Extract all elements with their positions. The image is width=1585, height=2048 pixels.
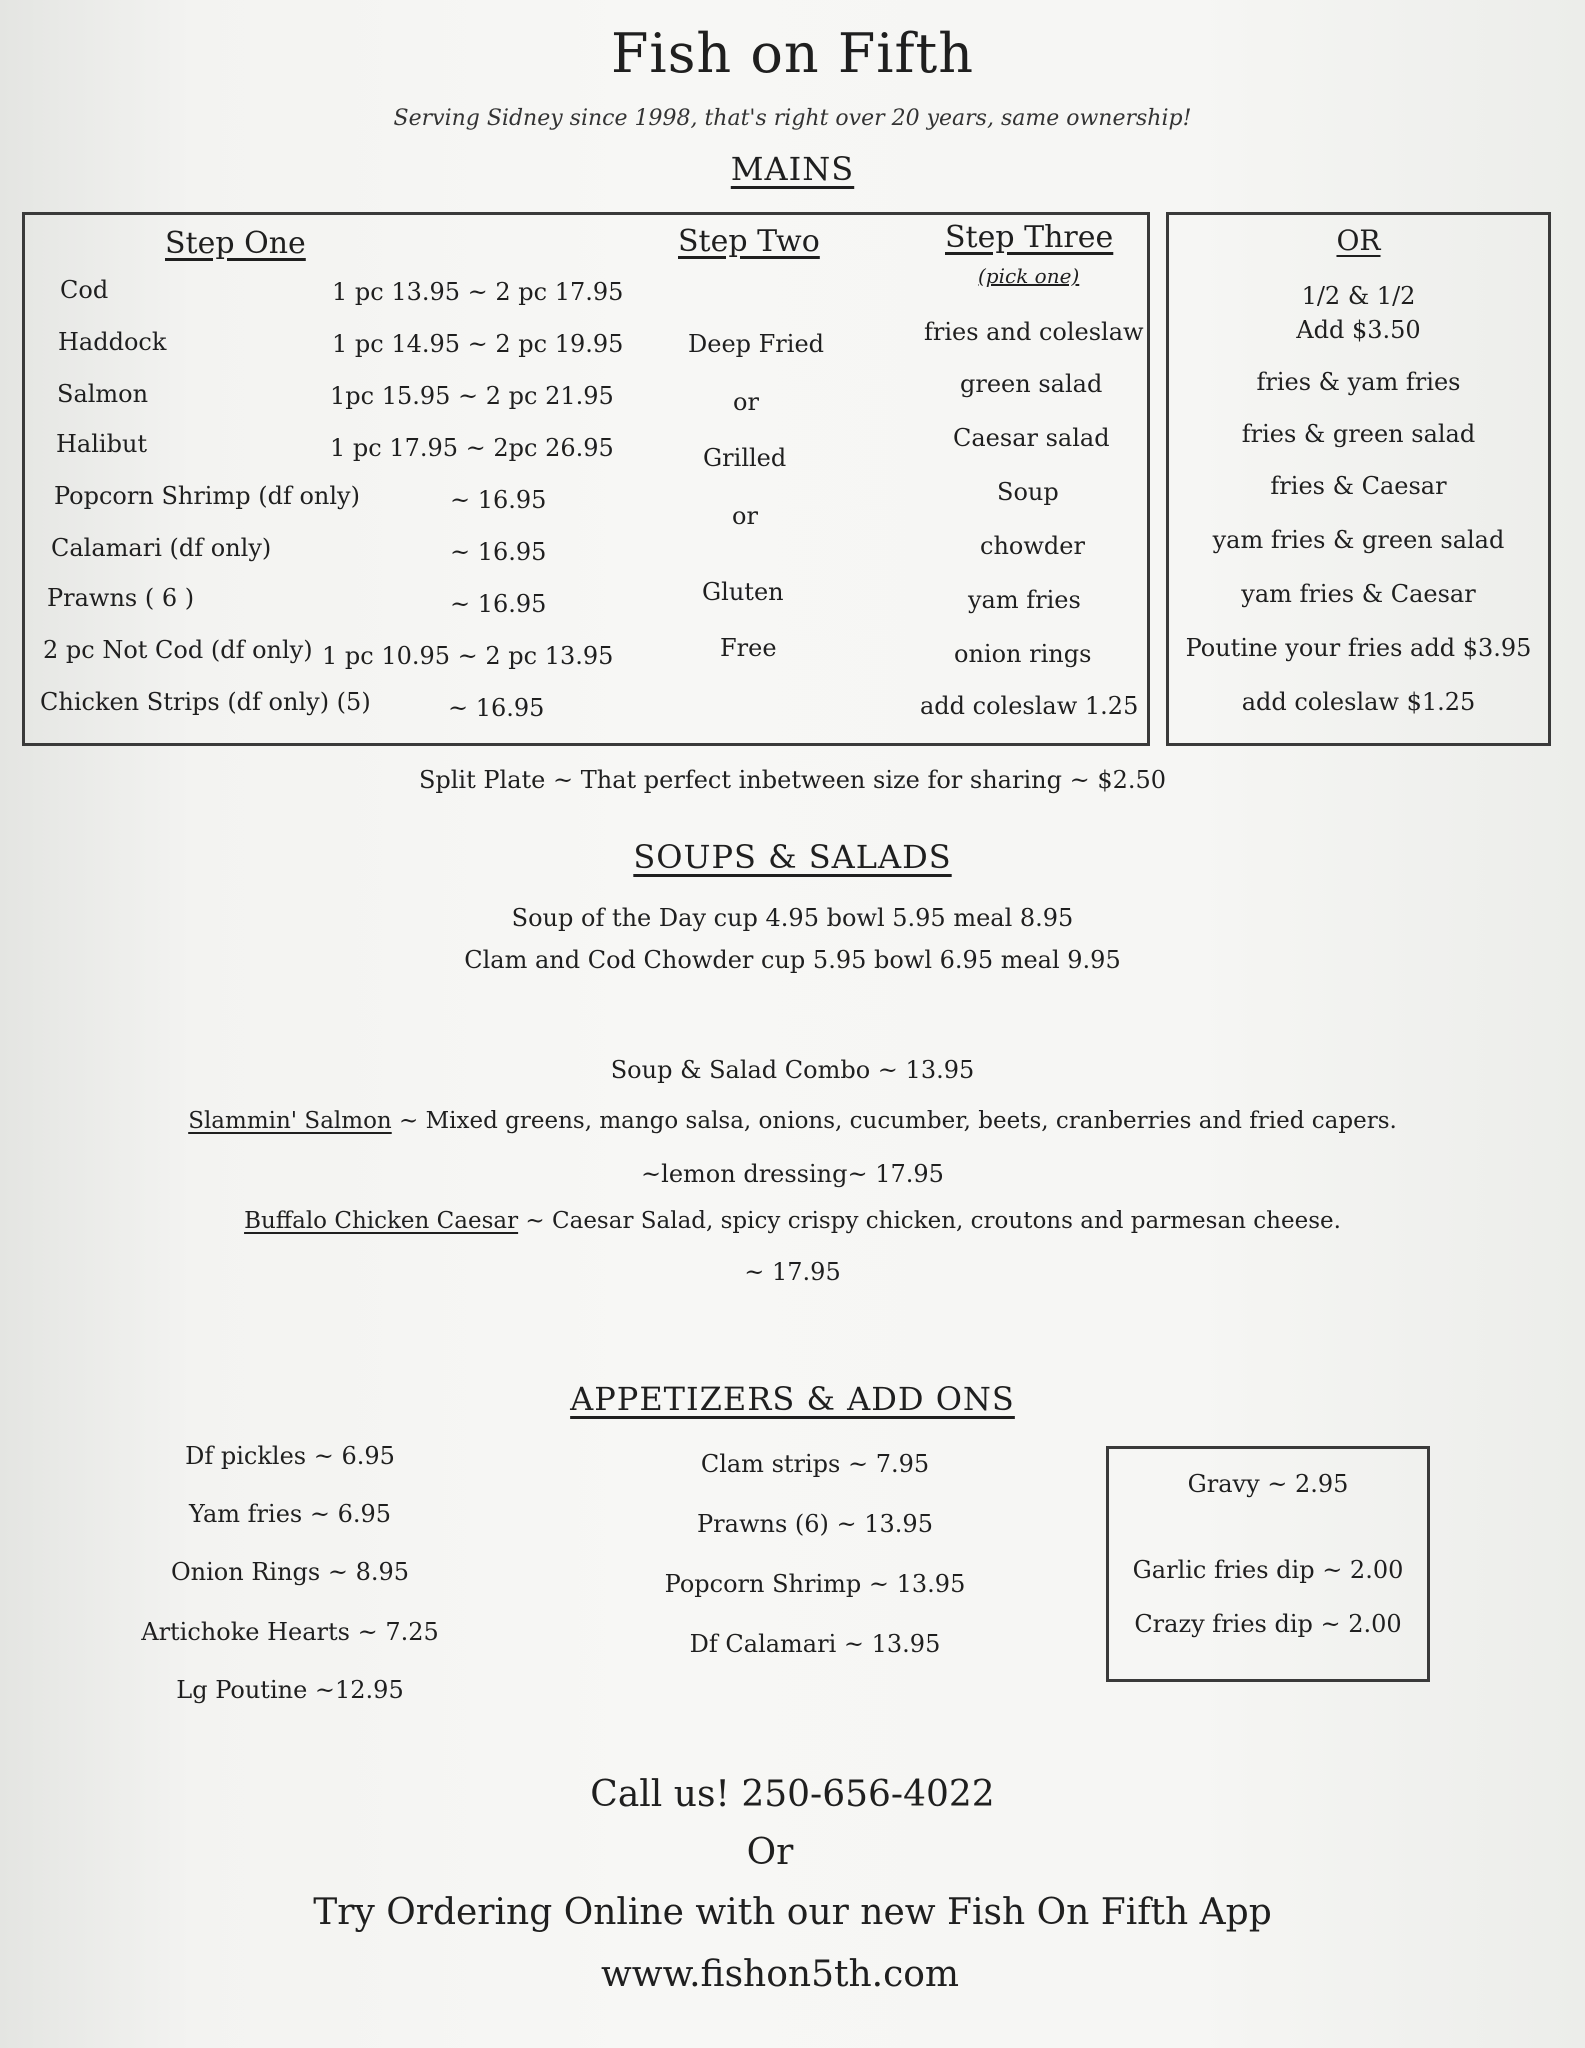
slammin-salmon-desc: ~ Mixed greens, mango salsa, onions, cucumber, beets, cranberries and fried capers. <box>399 1108 1397 1134</box>
step-one-header: Step One <box>165 226 306 261</box>
step-two-option: or <box>733 388 759 416</box>
appetizers-heading: APPETIZERS & ADD ONS <box>570 1380 1015 1418</box>
buffalo-caesar-price: ~ 17.95 <box>744 1258 841 1286</box>
soup-line: Clam and Cod Chowder cup 5.95 bowl 6.95 meal 9.95 <box>464 946 1121 974</box>
step-two-header: Step Two <box>678 224 820 259</box>
main-item-price: 1 pc 17.95 ~ 2pc 26.95 <box>330 434 614 462</box>
appetizer-item: Artichoke Hearts ~ 7.25 <box>141 1618 439 1646</box>
appetizer-item: Prawns (6) ~ 13.95 <box>697 1510 933 1538</box>
or-option: Add $3.50 <box>1296 316 1421 344</box>
step-three-option: green salad <box>960 370 1103 398</box>
or-option: yam fries & Caesar <box>1241 580 1476 608</box>
call-us: Call us! 250-656-4022 <box>590 1774 995 1815</box>
soup-salad-combo: Soup & Salad Combo ~ 13.95 <box>610 1056 975 1084</box>
addon-item: Gravy ~ 2.95 <box>1187 1470 1349 1498</box>
step-two-option: Gluten <box>702 578 784 606</box>
main-item-name: Haddock <box>58 328 167 356</box>
main-item-name: Calamari (df only) <box>51 534 272 562</box>
main-item-price: 1pc 15.95 ~ 2 pc 21.95 <box>330 382 614 410</box>
step-three-option: fries and coleslaw <box>924 318 1144 346</box>
main-item-price: 1 pc 14.95 ~ 2 pc 19.95 <box>332 330 624 358</box>
soups-heading: SOUPS & SALADS <box>633 838 952 876</box>
step-three-option: Soup <box>997 478 1059 506</box>
split-plate-note: Split Plate ~ That perfect inbetween size for sharing ~ $2.50 <box>418 766 1167 794</box>
step-two-option: Deep Fried <box>688 330 825 358</box>
slammin-salmon-line <box>0 1108 1585 1134</box>
buffalo-caesar-name: Buffalo Chicken Caesar <box>244 1208 519 1234</box>
main-item-price: 1 pc 10.95 ~ 2 pc 13.95 <box>322 642 614 670</box>
footer-or: Or <box>746 1832 794 1873</box>
tagline: Serving Sidney since 1998, that's right over 20 years, same ownership! <box>393 106 1192 131</box>
main-item-price: ~ 16.95 <box>450 486 547 514</box>
slammin-salmon-name: Slammin' Salmon <box>188 1108 392 1134</box>
step-three-option: Caesar salad <box>953 424 1110 452</box>
main-item-name: Salmon <box>57 380 149 408</box>
or-option: yam fries & green salad <box>1212 526 1505 554</box>
or-header: OR <box>1336 224 1381 257</box>
addon-item: Garlic fries dip ~ 2.00 <box>1132 1556 1404 1584</box>
main-item-name: Halibut <box>56 430 148 458</box>
or-option: add coleslaw $1.25 <box>1241 688 1476 716</box>
appetizer-item: Df Calamari ~ 13.95 <box>689 1630 941 1658</box>
step-three-sub: (pick one) <box>978 264 1080 288</box>
or-option: fries & yam fries <box>1256 368 1461 396</box>
step-three-header: Step Three <box>945 220 1114 255</box>
appetizer-item: Yam fries ~ 6.95 <box>188 1500 392 1528</box>
buffalo-caesar-line <box>0 1208 1585 1234</box>
appetizer-item: Clam strips ~ 7.95 <box>700 1450 930 1478</box>
step-three-option: add coleslaw 1.25 <box>920 692 1139 720</box>
mains-heading: MAINS <box>730 150 855 188</box>
appetizer-item: Lg Poutine ~12.95 <box>176 1676 404 1704</box>
main-item-name: Prawns ( 6 ) <box>47 584 195 612</box>
or-option: 1/2 & 1/2 <box>1301 282 1416 310</box>
or-option: fries & Caesar <box>1270 472 1447 500</box>
slammin-salmon-price: ~lemon dressing~ 17.95 <box>641 1160 944 1188</box>
main-item-price: ~ 16.95 <box>448 694 545 722</box>
step-three-option: yam fries <box>968 586 1081 614</box>
main-item-name: Cod <box>60 276 109 304</box>
main-item-name: Chicken Strips (df only) (5) <box>40 688 371 716</box>
step-two-option: or <box>732 502 758 530</box>
addon-item: Crazy fries dip ~ 2.00 <box>1134 1610 1402 1638</box>
website-url[interactable]: www.fishon5th.com <box>600 1954 960 1995</box>
step-three-option: onion rings <box>954 640 1092 668</box>
restaurant-title: Fish on Fifth <box>610 22 975 85</box>
or-option: Poutine your fries add $3.95 <box>1185 634 1532 662</box>
appetizer-item: Df pickles ~ 6.95 <box>185 1442 395 1470</box>
main-item-name: Popcorn Shrimp (df only) <box>54 482 360 510</box>
main-item-price: 1 pc 13.95 ~ 2 pc 17.95 <box>332 278 624 306</box>
or-option: fries & green salad <box>1241 420 1476 448</box>
step-two-option: Grilled <box>703 444 787 472</box>
buffalo-caesar-desc: ~ Caesar Salad, spicy crispy chicken, croutons and parmesan cheese. <box>525 1208 1341 1234</box>
appetizer-item: Onion Rings ~ 8.95 <box>170 1558 410 1586</box>
step-three-option: chowder <box>980 532 1085 560</box>
main-item-price: ~ 16.95 <box>450 590 547 618</box>
soup-line: Soup of the Day cup 4.95 bowl 5.95 meal 8.95 <box>511 904 1074 932</box>
step-two-option: Free <box>720 634 777 662</box>
main-item-price: ~ 16.95 <box>450 538 547 566</box>
order-online: Try Ordering Online with our new Fish On Fifth App <box>313 1892 1272 1933</box>
main-item-name: 2 pc Not Cod (df only) <box>43 636 313 664</box>
appetizer-item: Popcorn Shrimp ~ 13.95 <box>664 1570 966 1598</box>
